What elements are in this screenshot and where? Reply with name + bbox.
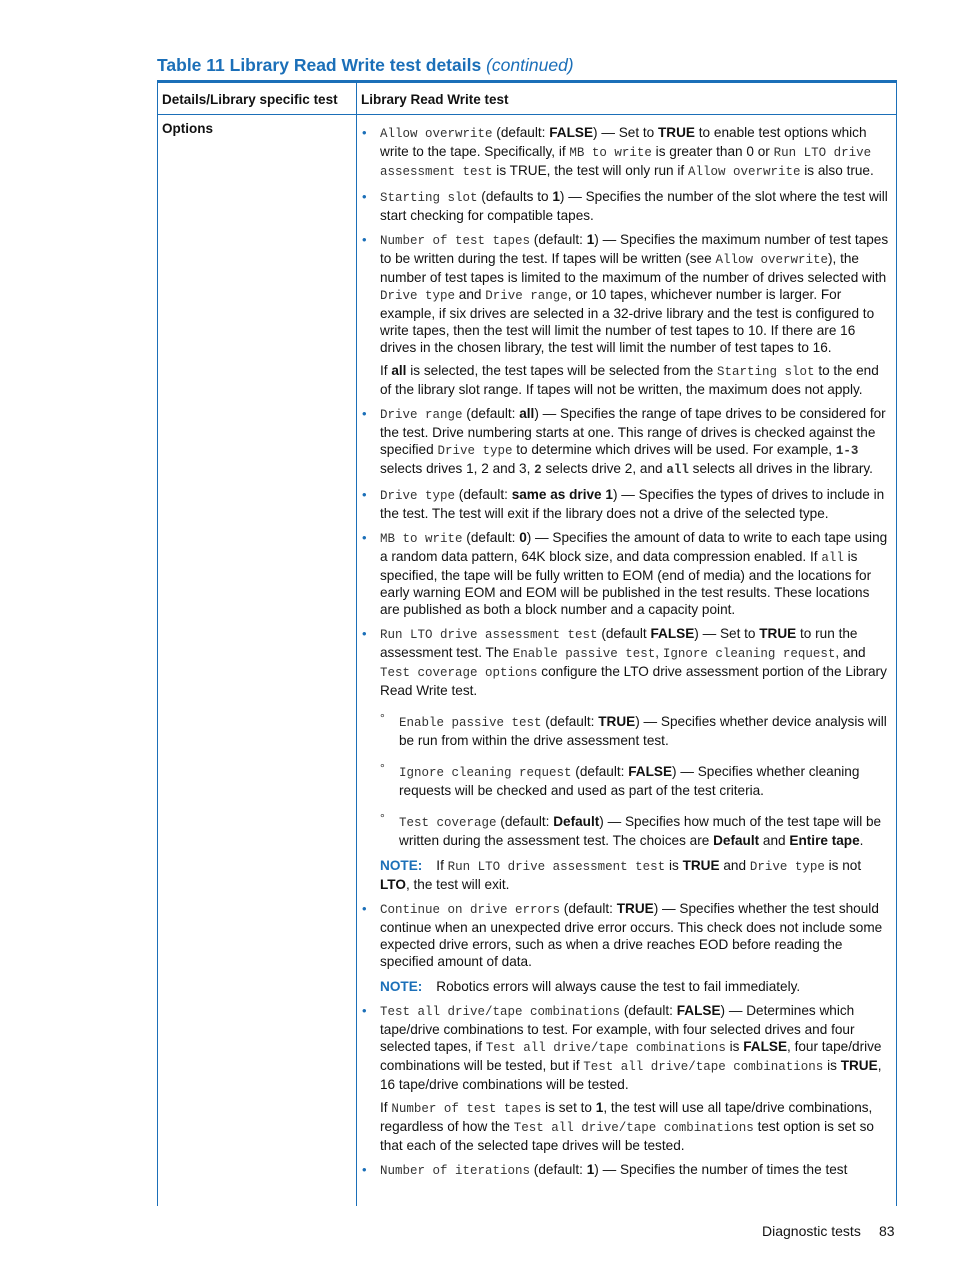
option-description <box>380 231 890 356</box>
text-run: , the test will use all tape/drive combinations, regardless of how the <box>380 1100 873 1134</box>
sub-bullet-icon: ° <box>380 711 385 725</box>
code-term: Ignore cleaning request <box>399 766 572 780</box>
bold-term: 1 <box>586 232 595 247</box>
text-run: ) — Specifies whether cleaning requests will be checked and used as part of the test criteria. <box>399 764 860 798</box>
option-item <box>362 124 890 181</box>
text-run: selects drives 1, 2 and 3, <box>380 461 535 476</box>
bold-term: Entire tape <box>789 833 860 848</box>
bold-term: all <box>519 406 535 421</box>
code-term: MB to write <box>380 532 463 546</box>
text-run: ), the number of test tapes is limited to the maximum of the number of drives selected with <box>380 251 887 285</box>
bold-term: TRUE <box>840 1058 878 1073</box>
footer-section: Diagnostic tests <box>762 1223 861 1239</box>
bold-term: FALSE <box>743 1039 788 1054</box>
option-extra-paragraph <box>380 1099 890 1154</box>
code-term: Drive type <box>749 860 825 874</box>
code-term: Allow overwrite <box>715 253 829 267</box>
bold-term: TRUE <box>598 714 636 729</box>
bold-term: 1 <box>552 189 560 204</box>
bold-term: TRUE <box>759 626 797 641</box>
text-run: and <box>759 833 790 848</box>
bold-term: same as drive 1 <box>511 487 613 502</box>
text-run: (default: <box>530 232 587 247</box>
text-run: (default: <box>620 1003 677 1018</box>
option-item <box>362 1161 890 1180</box>
bold-term: TRUE <box>616 901 654 916</box>
options-list <box>362 124 890 1187</box>
table-caption <box>157 55 574 76</box>
code-term: Number of iterations <box>380 1164 531 1178</box>
page-number: 83 <box>879 1223 895 1239</box>
option-item <box>362 1002 890 1154</box>
bold-term: TRUE <box>682 858 720 873</box>
text-run: , <box>655 645 663 660</box>
text-run: ) — Specifies whether device analysis will be run from within the drive assessment test. <box>399 714 887 748</box>
code-term: Number of test tapes <box>380 234 531 248</box>
text-run: Robotics errors will always cause the test to fail immediately. <box>436 979 801 994</box>
code-term: Drive range <box>380 408 463 422</box>
text-run: (default: <box>496 814 554 829</box>
sub-option-item <box>380 813 890 849</box>
table-column-divider <box>356 83 357 1206</box>
table-right-border <box>896 83 897 1206</box>
column-header-test: Library Read Write test <box>361 92 509 107</box>
code-term: all <box>666 463 689 477</box>
text-run: is not <box>824 858 862 873</box>
bold-term: LTO <box>380 877 406 892</box>
text-run: , or 10 tapes, whichever number is larger. For example, if six drives are selected in a 32-drive library and the test is configured to write tapes, then the test will limit the number of test tapes to 10. If there are 16 drives in the chosen library, the test will limit the number of test tapes to 16. <box>380 287 875 355</box>
code-term: Test all drive/tape combinations <box>513 1121 754 1135</box>
text-run: is set to <box>541 1100 596 1115</box>
option-description <box>380 1002 890 1093</box>
code-term: MB to write <box>569 146 652 160</box>
text-run: (default: <box>455 487 512 502</box>
bold-term: FALSE <box>650 626 695 641</box>
text-run: and <box>455 287 486 302</box>
text-run: to determine which drives will be used. For example, <box>512 442 836 457</box>
text-run: is <box>725 1039 744 1054</box>
text-run: (default: <box>462 406 520 421</box>
text-run: ) — Specifies the number of the slot where the test will start checking for compatible tapes. <box>380 189 888 223</box>
text-run: ) — Specifies the range of tape drives to be considered for the test. Drive numbering starts at one. This range of drives is checked against the specified <box>380 406 886 457</box>
code-term: Test all drive/tape combinations <box>380 1005 621 1019</box>
bold-term: Default <box>553 814 600 829</box>
option-item <box>362 625 890 893</box>
code-term: Ignore cleaning request <box>662 647 836 661</box>
option-item <box>362 188 890 224</box>
text-run: ) — Set to <box>593 125 658 140</box>
text-run: (defaults to <box>477 189 553 204</box>
code-term: Starting slot <box>380 191 478 205</box>
bold-term: all <box>391 363 407 378</box>
text-run: selects all drives in the library. <box>688 461 873 476</box>
text-run: (default: <box>462 530 520 545</box>
option-description <box>380 625 890 699</box>
code-term: Test coverage <box>399 816 497 830</box>
code-term: 2 <box>534 463 542 477</box>
bold-term: FALSE <box>676 1003 721 1018</box>
bullet-icon: • <box>362 1003 367 1018</box>
text-run: test option is set so that each of the selected tape drives will be tested. <box>380 1119 874 1153</box>
bold-term: FALSE <box>549 125 594 140</box>
text-run: to the end of the library slot range. If tapes will not be written, the maximum does not apply. <box>380 363 879 397</box>
bullet-icon: • <box>362 901 367 916</box>
note-label: NOTE: <box>380 979 423 994</box>
bullet-icon: • <box>362 626 367 641</box>
text-run: , and <box>835 645 866 660</box>
text-run: is <box>823 1058 841 1073</box>
text-run: is specified, the tape will be fully written to EOM (end of media) and the locations for early warning EOM and EOM will be published in the test results. These locations are published as both a block number and a capacity point. <box>380 549 872 617</box>
caption-title: Table 11 Library Read Write test details <box>157 55 482 75</box>
text-run: and <box>719 858 750 873</box>
header-divider <box>157 114 897 115</box>
option-item <box>362 486 890 522</box>
text-run: ) — Set to <box>694 626 760 641</box>
code-term: Drive type <box>380 289 456 303</box>
text-run: ) — Specifies whether the test should continue when an unexpected drive error occurs. This check does not include some expected drive errors, such as when a drive reaches EOD before reading the specified amount of data. <box>380 901 883 969</box>
text-run: (default: <box>560 901 617 916</box>
option-description <box>380 529 890 618</box>
code-term: Test all drive/tape combinations <box>485 1041 726 1055</box>
text-run: configure the LTO drive assessment portion of the Library Read Write test. <box>380 664 887 698</box>
code-term: Allow overwrite <box>687 165 801 179</box>
option-description <box>380 188 890 224</box>
code-term: Run LTO drive assessment test <box>380 628 598 642</box>
text-run: If <box>380 363 392 378</box>
text-run: (default: <box>492 125 550 140</box>
row-label-options: Options <box>162 121 213 136</box>
bullet-icon: • <box>362 125 367 140</box>
code-term: Drive type <box>437 444 513 458</box>
text-run: is <box>665 858 683 873</box>
option-description <box>380 486 890 522</box>
code-term: Test coverage options <box>380 666 538 680</box>
text-run: to enable test options which write to the tape. Specifically, if <box>380 125 867 159</box>
bullet-icon: • <box>362 487 367 502</box>
bold-term: TRUE <box>657 125 695 140</box>
bold-term: FALSE <box>628 764 673 779</box>
option-item <box>362 231 890 398</box>
bullet-icon: • <box>362 406 367 421</box>
text-run: ) — Specifies how much of the test tape will be written during the assessment test. The choices are <box>399 814 882 848</box>
bold-term: 1 <box>595 1100 604 1115</box>
code-term: Drive type <box>380 489 456 503</box>
text-run: ) — Specifies the types of drives to include in the test. The test will exit if the library does not a drive of the selected type. <box>380 487 885 521</box>
column-header-details: Details/Library specific test <box>162 92 338 107</box>
code-term: all <box>821 551 844 565</box>
text-run: is greater than 0 or <box>651 144 774 159</box>
text-run: ) — Determines which tape/drive combinations to test. For example, with four selected drives and four selected tapes, if <box>380 1003 855 1054</box>
bold-term: Default <box>713 833 760 848</box>
sub-option-item <box>380 713 890 749</box>
option-description <box>380 124 890 181</box>
note-label: NOTE: <box>380 858 423 873</box>
code-term: Enable passive test <box>512 647 656 661</box>
sub-bullet-icon: ° <box>380 761 385 775</box>
code-term: Allow overwrite <box>380 127 493 141</box>
bullet-icon: • <box>362 189 367 204</box>
text-run: If <box>436 858 448 873</box>
text-run: (default <box>597 626 651 641</box>
code-term: Run LTO drive assessment test <box>447 860 666 874</box>
bullet-icon: • <box>362 232 367 247</box>
code-term: 1-3 <box>835 444 859 458</box>
text-run: , 16 tape/drive combinations will be tested. <box>380 1058 882 1092</box>
option-extra-paragraph <box>380 362 890 398</box>
sub-bullet-icon: ° <box>380 811 385 825</box>
code-term: Test all drive/tape combinations <box>583 1060 824 1074</box>
option-description <box>380 1161 890 1180</box>
caption-continued: (continued) <box>486 55 574 75</box>
text-run: (default: <box>530 1162 587 1177</box>
bullet-icon: • <box>362 530 367 545</box>
code-term: Continue on drive errors <box>380 903 561 917</box>
text-run: selects drive 2, and <box>541 461 667 476</box>
text-run: (default: <box>541 714 599 729</box>
text-run: , four tape/drive combinations will be tested, but if <box>380 1039 882 1073</box>
code-term: Run LTO drive assessment test <box>380 146 872 179</box>
bold-term: 1 <box>586 1162 595 1177</box>
option-description <box>380 900 890 970</box>
text-run: ) — Specifies the amount of data to write to each tape using a random data pattern, 64K block size, and data compression enabled. If <box>380 530 888 564</box>
note <box>380 978 890 995</box>
text-run: . <box>859 833 864 848</box>
text-run: is TRUE, the test will only run if <box>492 163 688 178</box>
note <box>380 857 890 893</box>
option-item <box>362 900 890 995</box>
sub-option-item <box>380 763 890 799</box>
text-run: , the test will exit. <box>405 877 510 892</box>
bold-term: 0 <box>519 530 527 545</box>
details-table <box>157 83 897 1206</box>
table-left-border <box>157 83 158 1206</box>
code-term: Starting slot <box>717 365 815 379</box>
code-term: Number of test tapes <box>391 1102 542 1116</box>
option-item <box>362 529 890 618</box>
text-run: ) — Specifies the number of times the test <box>594 1162 848 1177</box>
bullet-icon: • <box>362 1162 367 1177</box>
text-run: to run the assessment test. The <box>380 626 858 660</box>
text-run: is selected, the test tapes will be selected from the <box>406 363 718 378</box>
text-run: ) — Specifies the maximum number of test tapes to be written during the test. If tapes will be written (see <box>380 232 889 266</box>
text-run: If <box>380 1100 392 1115</box>
option-item <box>362 405 890 479</box>
text-run: is also true. <box>800 163 874 178</box>
code-term: Enable passive test <box>399 716 542 730</box>
option-description <box>380 405 890 479</box>
text-run: (default: <box>571 764 629 779</box>
code-term: Drive range <box>485 289 568 303</box>
